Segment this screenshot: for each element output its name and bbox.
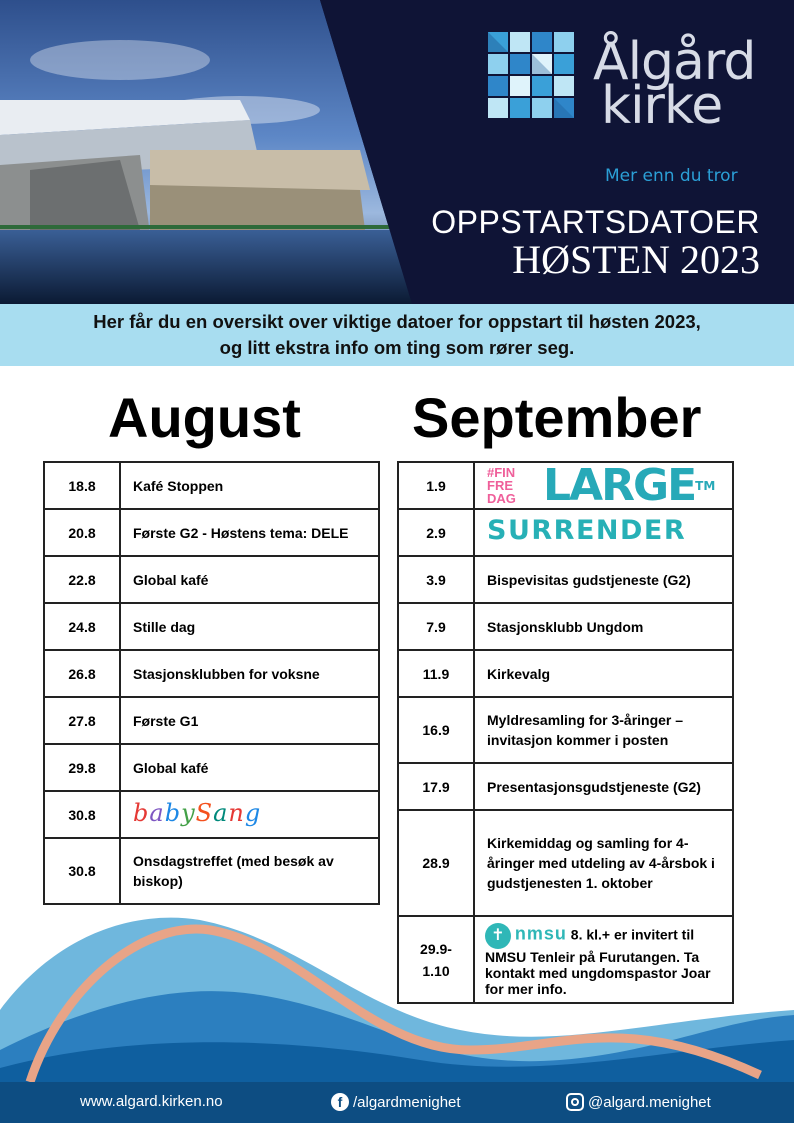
nmsu-event-cell [474, 916, 733, 1003]
date-cell: 30.8 [44, 838, 120, 904]
august-heading: August [108, 386, 301, 449]
instagram-text[interactable]: @algard.menighet [588, 1093, 711, 1111]
instagram-icon [566, 1093, 584, 1111]
event-cell: Stasjonsklubb Ungdom [474, 603, 733, 650]
table-row [398, 462, 733, 509]
babysang-logo [120, 791, 379, 838]
facebook-icon: f [331, 1093, 349, 1111]
date-cell: 20.8 [44, 509, 120, 556]
table-row [398, 650, 733, 697]
table-row [398, 556, 733, 603]
event-cell: Første G2 - Høstens tema: DELE [120, 509, 379, 556]
table-row [44, 509, 379, 556]
table-row [44, 650, 379, 697]
tagline: Mer enn du tror [605, 166, 738, 186]
event-cell: Myldresamling for 3-åringer – invitasjon kommer i posten [474, 697, 733, 763]
event-cell: Bispevisitas gudstjeneste (G2) [474, 556, 733, 603]
page-title-line2: HØSTEN 2023 [512, 237, 760, 282]
date-cell: 24.8 [44, 603, 120, 650]
event-cell: Kirkemiddag og samling for 4-åringer med utdeling av 4-årsbok i gudstjenesten 1. oktober [474, 810, 733, 916]
event-cell: Global kafé [120, 556, 379, 603]
surrender-logo-text: SURRENDER [487, 515, 687, 546]
date-cell: 16.9 [398, 697, 474, 763]
intro-banner [0, 304, 794, 366]
babysang-logo-text: babySang [133, 799, 262, 827]
date-cell: 27.8 [44, 697, 120, 744]
church-wordmark [593, 32, 756, 136]
surrender-logo [474, 509, 733, 556]
finfredag-logo-text: #FIN FRE DAG [487, 465, 516, 506]
event-cell: Global kafé [120, 744, 379, 791]
facebook-link[interactable] [331, 1093, 461, 1111]
page-title-line1: OPPSTARTSDATOER [431, 204, 760, 240]
date-cell: 7.9 [398, 603, 474, 650]
table-row [44, 462, 379, 509]
table-row [44, 697, 379, 744]
date-cell: 3.9 [398, 556, 474, 603]
date-cell: 2.9 [398, 509, 474, 556]
table-row [44, 791, 379, 838]
table-row [44, 556, 379, 603]
event-cell: Stille dag [120, 603, 379, 650]
nmsu-logo-text: nmsu [514, 923, 567, 944]
table-row [398, 810, 733, 916]
event-cell: Første G1 [120, 697, 379, 744]
intro-line2: og litt ekstra info om ting som rører seg. [219, 337, 575, 358]
date-cell: 18.8 [44, 462, 120, 509]
wordmark-line2: kirke [601, 76, 723, 136]
date-cell: 29.8 [44, 744, 120, 791]
table-row [398, 763, 733, 810]
table-row [44, 838, 379, 904]
date-cell: 30.8 [44, 791, 120, 838]
september-table [397, 461, 734, 1004]
table-row [44, 603, 379, 650]
nmsu-icon: ✝ [485, 923, 511, 949]
table-row [398, 509, 733, 556]
date-cell: 29.9- 1.10 [398, 916, 474, 1003]
event-cell: Kirkevalg [474, 650, 733, 697]
event-cell: Onsdagstreffet (med besøk av biskop) [120, 838, 379, 904]
website-text[interactable]: www.algard.kirken.no [80, 1093, 223, 1110]
event-cell: Presentasjonsgudstjeneste (G2) [474, 763, 733, 810]
date-cell: 28.9 [398, 810, 474, 916]
date-cell: 26.8 [44, 650, 120, 697]
date-cell: 17.9 [398, 763, 474, 810]
august-table [43, 461, 380, 905]
large-logo-text: LARGE™ [543, 459, 716, 511]
date-cell: 1.9 [398, 462, 474, 509]
event-cell: Stasjonsklubben for voksne [120, 650, 379, 697]
website-link[interactable] [80, 1093, 223, 1110]
table-row [44, 744, 379, 791]
nmsu-event-text: 8. kl.+ er invitert til NMSU Tenleir på Furutangen. Ta kontakt med ungdomspastor Joar for mer info. [485, 926, 711, 997]
footer [0, 1082, 794, 1123]
date-cell: 22.8 [44, 556, 120, 603]
facebook-text[interactable]: /algardmenighet [353, 1093, 461, 1111]
table-row [398, 603, 733, 650]
event-cell: Kafé Stoppen [120, 462, 379, 509]
wordmark-line1: Ålgård [593, 32, 756, 92]
table-row [398, 916, 733, 1003]
table-row [398, 697, 733, 763]
date-cell: 11.9 [398, 650, 474, 697]
intro-line1: Her får du en oversikt over viktige datoer for oppstart til høsten 2023, [93, 311, 701, 332]
header-banner [0, 0, 794, 304]
church-logo-icon [488, 32, 576, 120]
finfredag-large-logo [474, 459, 733, 511]
instagram-link[interactable] [566, 1093, 711, 1111]
september-heading: September [412, 386, 702, 449]
